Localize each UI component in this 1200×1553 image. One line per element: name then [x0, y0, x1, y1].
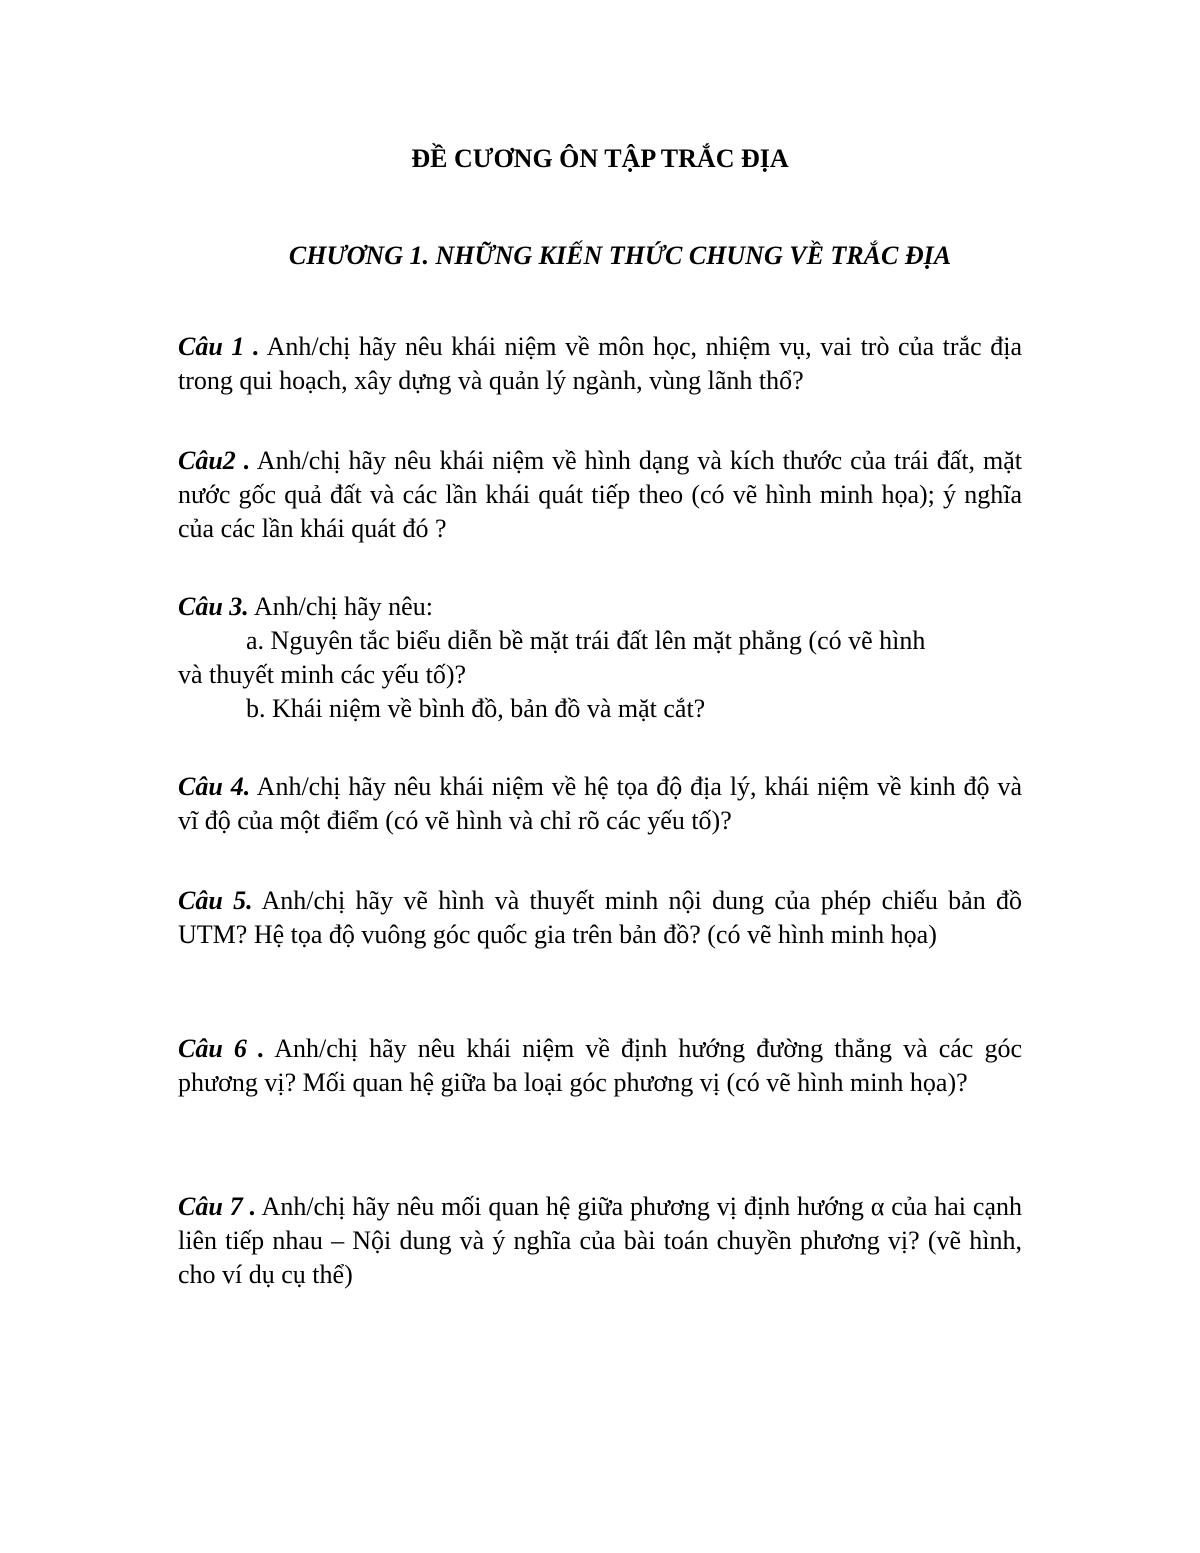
question-text: Anh/chị hãy vẽ hình và thuyết minh nội dung của phép chiếu bản đồ UTM? Hệ tọa độ vuông góc quốc gia trên bản đồ? (có vẽ hình minh họa)	[178, 886, 1023, 949]
question-text: Anh/chị hãy nêu mối quan hệ giữa phương vị định hướng α của hai cạnh liên tiếp nhau – Nội dung và ý nghĩa của bài toán chuyền phương vị? (vẽ hình, cho ví dụ cụ thể)	[178, 1192, 1022, 1289]
question-3	[178, 590, 1022, 624]
question-label: Câu2 .	[178, 446, 251, 475]
question-4	[178, 770, 1022, 838]
question-label: Câu 7 .	[178, 1192, 257, 1221]
question-5	[178, 884, 1022, 952]
question-text: Anh/chị hãy nêu khái niệm về hệ tọa độ địa lý, khái niệm về kinh độ và vĩ độ của một điểm (có vẽ hình và chỉ rõ các yếu tố)?	[178, 772, 1022, 835]
question-label: Câu 5.	[178, 886, 253, 915]
question-7	[178, 1190, 1022, 1292]
document-title: ĐỀ CƯƠNG ÔN TẬP TRẮC ĐỊA	[411, 144, 789, 173]
question-label: Câu 6 .	[178, 1034, 265, 1063]
question-6	[178, 1032, 1022, 1100]
question-label: Câu 1 .	[178, 332, 260, 361]
question-label: Câu 3.	[178, 592, 249, 621]
item-a-line-2: và thuyết minh các yếu tố)?	[178, 660, 467, 689]
chapter-heading: CHƯƠNG 1. NHỮNG KIẾN THỨC CHUNG VỀ TRẮC ĐỊA	[288, 241, 952, 270]
question-1	[178, 330, 1022, 398]
question-2	[178, 444, 1022, 546]
item-a-line-1: a. Nguyên tắc biểu diễn bề mặt trái đất lên mặt phẳng (có vẽ hình	[246, 626, 926, 655]
question-3-item-b: b. Khái niệm về bình đồ, bản đồ và mặt cắt?	[246, 694, 706, 723]
question-text: Anh/chị hãy nêu:	[248, 592, 433, 621]
question-3-item-a	[178, 624, 1022, 726]
question-text: Anh/chị hãy nêu khái niệm về hình dạng và kích thước của trái đất, mặt nước gốc quả đất và các lần khái quát tiếp theo (có vẽ hình minh họa); ý nghĩa của các lần khái quát đó ?	[178, 446, 1022, 543]
question-label: Câu 4.	[178, 772, 251, 801]
question-text: Anh/chị hãy nêu khái niệm về định hướng đường thẳng và các góc phương vị? Mối quan hệ giữa ba loại góc phương vị (có vẽ hình minh họa)?	[178, 1034, 1022, 1097]
question-text: Anh/chị hãy nêu khái niệm về môn học, nhiệm vụ, vai trò của trắc địa trong qui hoạch, xây dựng và quản lý ngành, vùng lãnh thổ?	[178, 332, 1022, 395]
